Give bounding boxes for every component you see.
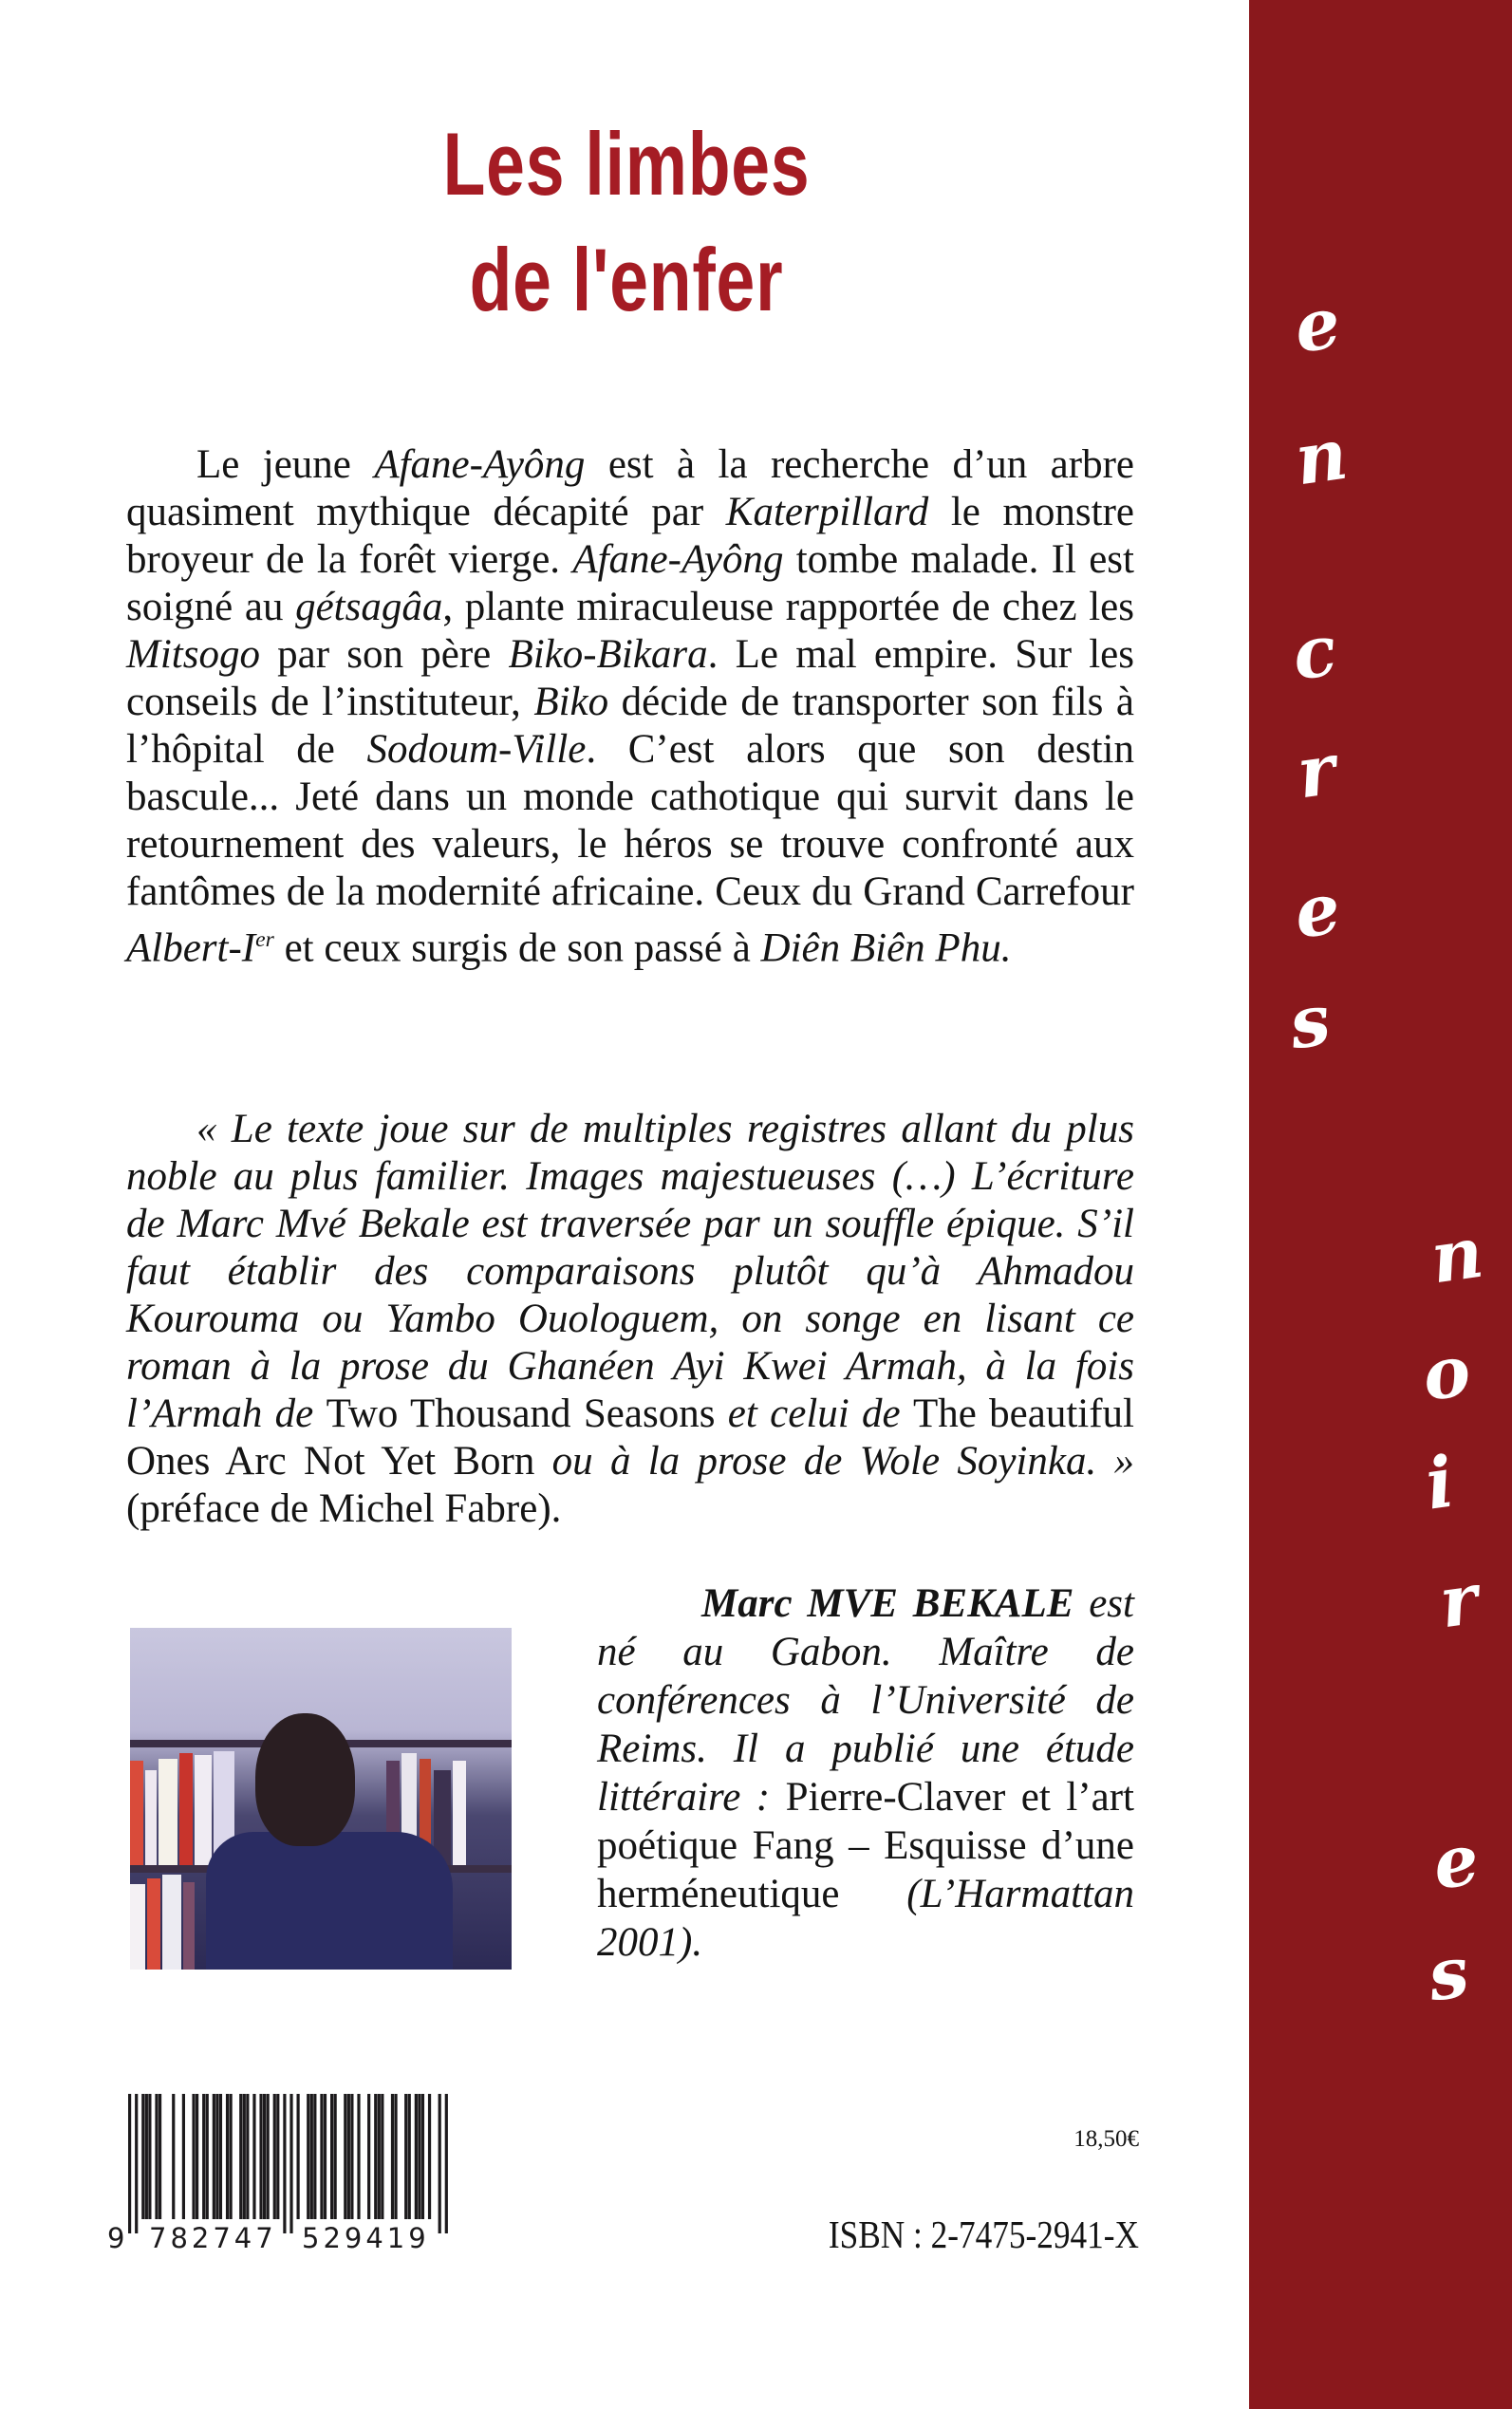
svg-text:529419: 529419 [302, 2222, 430, 2254]
text-run: tombe malade. Il est soigné au [126, 537, 1134, 629]
text-run: Le jeune [196, 442, 375, 487]
author-photo [130, 1628, 512, 1970]
author-face [255, 1713, 355, 1846]
text-run: et ceux surgis de son passé à [273, 925, 761, 971]
upright-title: (préface de Michel Fabre). [126, 1486, 562, 1531]
italic-term: Biko [533, 680, 609, 724]
text-run: , plante miraculeuse rapportée de chez les [442, 585, 1135, 629]
italic-term: Katerpillard [725, 490, 929, 534]
text-run: décide de transporter son fils à l’hôpital de [126, 680, 1134, 772]
series-letter: r [1434, 1558, 1484, 1645]
author-name: Marc MVE BEKALE [701, 1581, 1074, 1626]
italic-term: Afane-Ayông [572, 537, 784, 582]
quote-text: et celui de [715, 1391, 913, 1436]
series-band [1249, 0, 1512, 2409]
barcode [107, 2094, 451, 2254]
quote-text: « Le texte joue sur de multiples registres allant du plus noble au plus familier. Images majestueuses (…) L’écriture de Marc Mvé Bekale est traversée par un souffle épique. S’il faut établir des comparaisons plutôt qu’à Ahmadou Kourouma ou Yambo Ouologuem, on songe en lisant ce roman à la prose du Ghanéen Ayi Kwei Armah, à la fois l’Armah de [126, 1107, 1134, 1436]
text-run: . Le mal empire. Sur les conseils de l’instituteur, [126, 632, 1134, 724]
series-letter: n [1290, 413, 1353, 502]
italic-term: gétsagâa [295, 585, 443, 629]
author-publisher: (L’Harmattan 2001). [597, 1872, 1134, 1965]
italic-term: Diên Biên Phu. [760, 925, 1012, 971]
series-letter: e [1289, 282, 1346, 369]
italic-term: Afane-Ayông [374, 442, 586, 487]
series-letter: i [1421, 1441, 1459, 1526]
author-figure [206, 1832, 453, 1970]
quote-text: ou à la prose de Wole Soyinka. » [534, 1439, 1134, 1484]
text-run: . C’est alors que son destin bascule... Jeté dans un monde cathotique qui survit dans le retournement des valeurs, le héros se trouve confronté aux fantômes de la modernité africaine. Ceux du Grand Carrefour [126, 727, 1134, 914]
title-line-2: de l'enfer [469, 230, 784, 329]
author-bio [597, 1579, 1134, 1967]
text-run: par son père [259, 632, 509, 677]
italic-term: Mitsogo [126, 632, 260, 677]
svg-text:782747: 782747 [149, 2222, 277, 2254]
upright-title: The beautiful Ones Arc Not Yet Born [126, 1391, 1135, 1484]
upright-title: Two Thousand Seasons [326, 1391, 716, 1436]
text-run: le monstre broyeur de la forêt vierge. [126, 490, 1134, 582]
italic-term: er [255, 927, 274, 952]
summary-paragraph [126, 441, 1134, 972]
price: 18,50€ [1073, 2126, 1139, 2152]
italic-term: Sodoum-Ville [366, 727, 587, 772]
series-letter: e [1289, 868, 1346, 955]
series-letter: n [1426, 1211, 1488, 1300]
preface-quote [126, 1106, 1134, 1533]
italic-term: Albert-I [126, 925, 256, 971]
series-letter: e [1428, 1819, 1484, 1906]
author-work-title: Pierre-Claver et l’art poétique Fang – Esquisse d’une herméneutique [597, 1775, 1134, 1916]
book-title [420, 106, 834, 338]
series-letter: s [1423, 1931, 1474, 2018]
text-run: est à la recherche d’un arbre quasiment mythique décapité par [126, 442, 1134, 534]
series-letter: o [1417, 1329, 1476, 1418]
isbn: ISBN : 2-7475-2941-X [828, 2213, 1139, 2256]
series-letter: c [1287, 609, 1342, 697]
series-letter: s [1284, 979, 1335, 1066]
title-line-1: Les limbes [442, 114, 811, 214]
series-letter: r [1292, 728, 1341, 815]
italic-term: Biko-Bikara [508, 632, 708, 677]
svg-text:9: 9 [107, 2222, 125, 2254]
author-bio-text: est né au Gabon. Maître de conférences à l’Université de Reims. Il a publié une étude littéraire : [597, 1581, 1134, 1820]
